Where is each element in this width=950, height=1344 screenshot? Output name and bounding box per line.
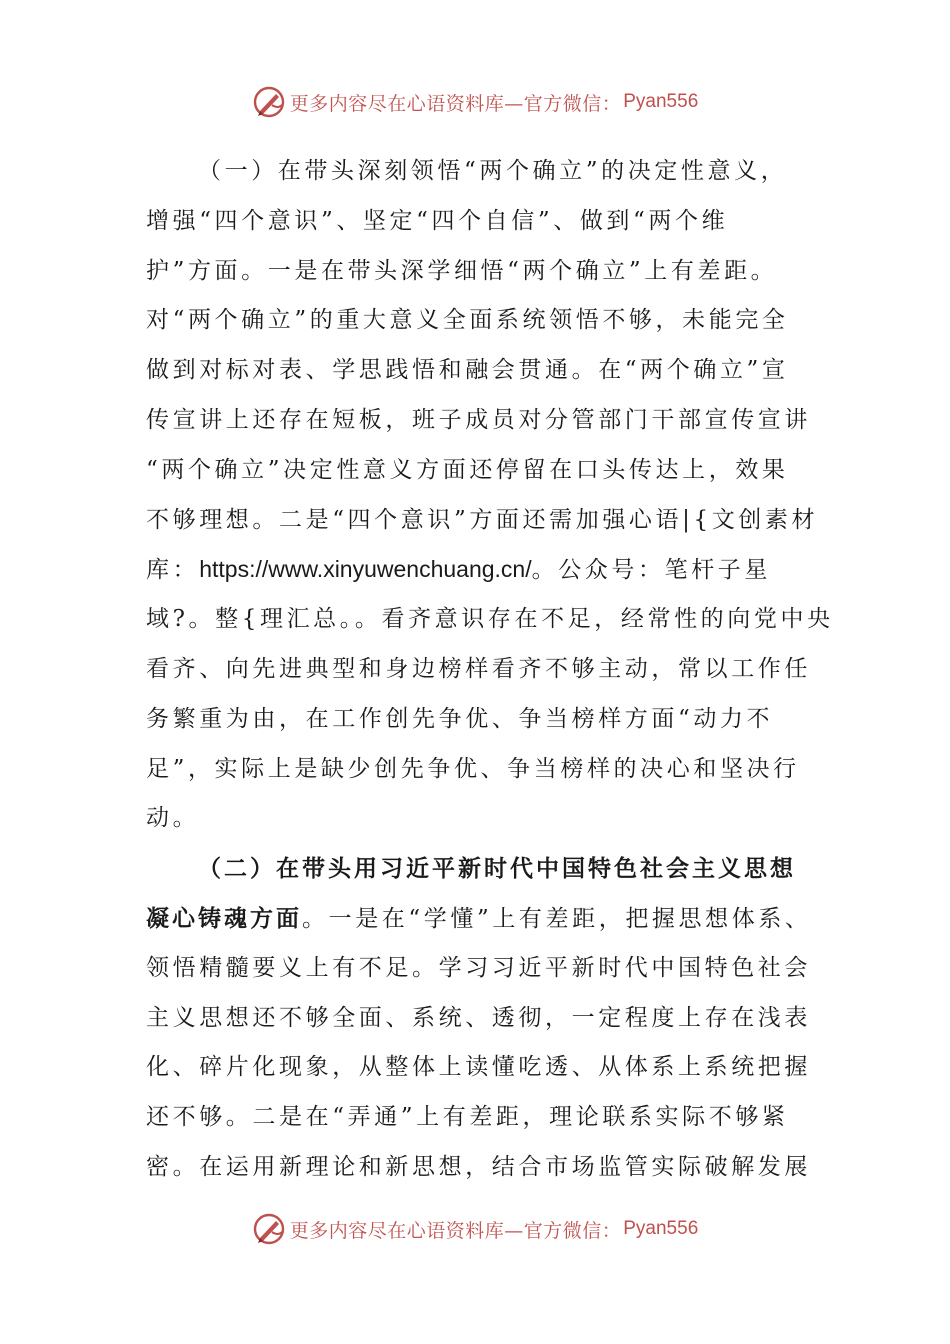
url-text: https://www.xinyuwenchuang.cn/ (199, 556, 532, 583)
text-line (146, 147, 808, 197)
text-line (146, 396, 811, 446)
document-body (146, 147, 834, 1193)
line-text: 不够理想。二是“四个意识”方面还需加强心语|{文创素材 (146, 506, 819, 533)
pen-logo-icon (252, 1212, 286, 1246)
line-text: 密。在运用新理论和新思想，结合市场监管实际破解发展 (146, 1153, 811, 1180)
text-line (146, 247, 808, 297)
line-text: 务繁重为由，在工作创先争优、争当榜样方面“动力不 (146, 705, 774, 732)
line-text: 看齐、向先进典型和身边榜样看齐不够主动，常以工作任 (146, 655, 811, 682)
line-text: 足”，实际上是缺少创先争优、争当榜样的决心和坚决行 (146, 755, 800, 782)
text-line (146, 994, 811, 1044)
text-line (146, 645, 811, 695)
text-line (146, 296, 808, 346)
footer-banner (0, 1209, 950, 1249)
line-text: 做到对标对表、学思践悟和融会贯通。在“两个确立”宣 (146, 357, 789, 384)
text-line (146, 844, 808, 894)
line-text: 。一是在“学懂”上有差距，把握思想体系、 (302, 905, 812, 932)
line-text: 传宣讲上还存在短板，班子成员对分管部门干部宣传宣讲 (146, 406, 811, 433)
banner-handle: Pyan556 (623, 91, 699, 112)
text-line (146, 745, 808, 795)
line-text: 域?。整{理汇总。。看齐意识存在不足，经常性的向党中央 (146, 606, 834, 633)
banner-text: 更多内容尽在心语资料库—官方微信： (289, 92, 622, 115)
line-text: 增强“四个意识”、坚定“四个自信”、做到“两个维 (146, 207, 729, 234)
text-line (146, 595, 834, 645)
line-text: 主义思想还不够全面、系统、透彻，一定程度上存在浅表 (146, 1004, 811, 1031)
text-line (146, 496, 819, 546)
line-text: 。公众号：笔杆子星 (531, 557, 772, 584)
text-line (146, 1043, 811, 1093)
text-line (146, 545, 808, 595)
text-line (146, 346, 808, 396)
line-text: （一）在带头深刻领悟“两个确立”的决定性意义， (198, 158, 788, 184)
line-text: 库： (146, 557, 200, 584)
line-text: 化、碎片化现象，从整体上读懂吃透、从体系上系统把握 (146, 1054, 811, 1081)
pen-logo-icon (252, 85, 286, 119)
text-line (146, 197, 808, 247)
text-line (146, 695, 808, 745)
line-text: “两个确立”决定性意义方面还停留在口头传达上，效果 (146, 456, 789, 483)
header-banner (0, 82, 950, 122)
text-line (146, 1143, 811, 1193)
text-line (146, 1093, 808, 1143)
banner-text: 更多内容尽在心语资料库—官方微信： (289, 1219, 622, 1242)
text-line (146, 794, 808, 844)
line-text: 还不够。二是在“弄通”上有差距，理论联系实际不够紧 (146, 1104, 789, 1131)
line-text: 对“两个确立”的重大意义全面系统领悟不够，未能完全 (146, 307, 789, 334)
text-line (146, 894, 812, 944)
bold-heading-text: 凝心铸魂方面 (146, 904, 302, 932)
line-text: 领悟精髓要义上有不足。学习习近平新时代中国特色社会 (146, 954, 811, 981)
bold-heading-text: （二）在带头用习近平新时代中国特色社会主义思想 (198, 855, 796, 883)
text-line (146, 944, 811, 994)
text-line (146, 446, 808, 496)
line-text: 动。 (146, 805, 200, 832)
line-text: 护”方面。一是在带头深学细悟“两个确立”上有差距。 (146, 257, 778, 284)
banner-handle: Pyan556 (623, 1218, 699, 1239)
